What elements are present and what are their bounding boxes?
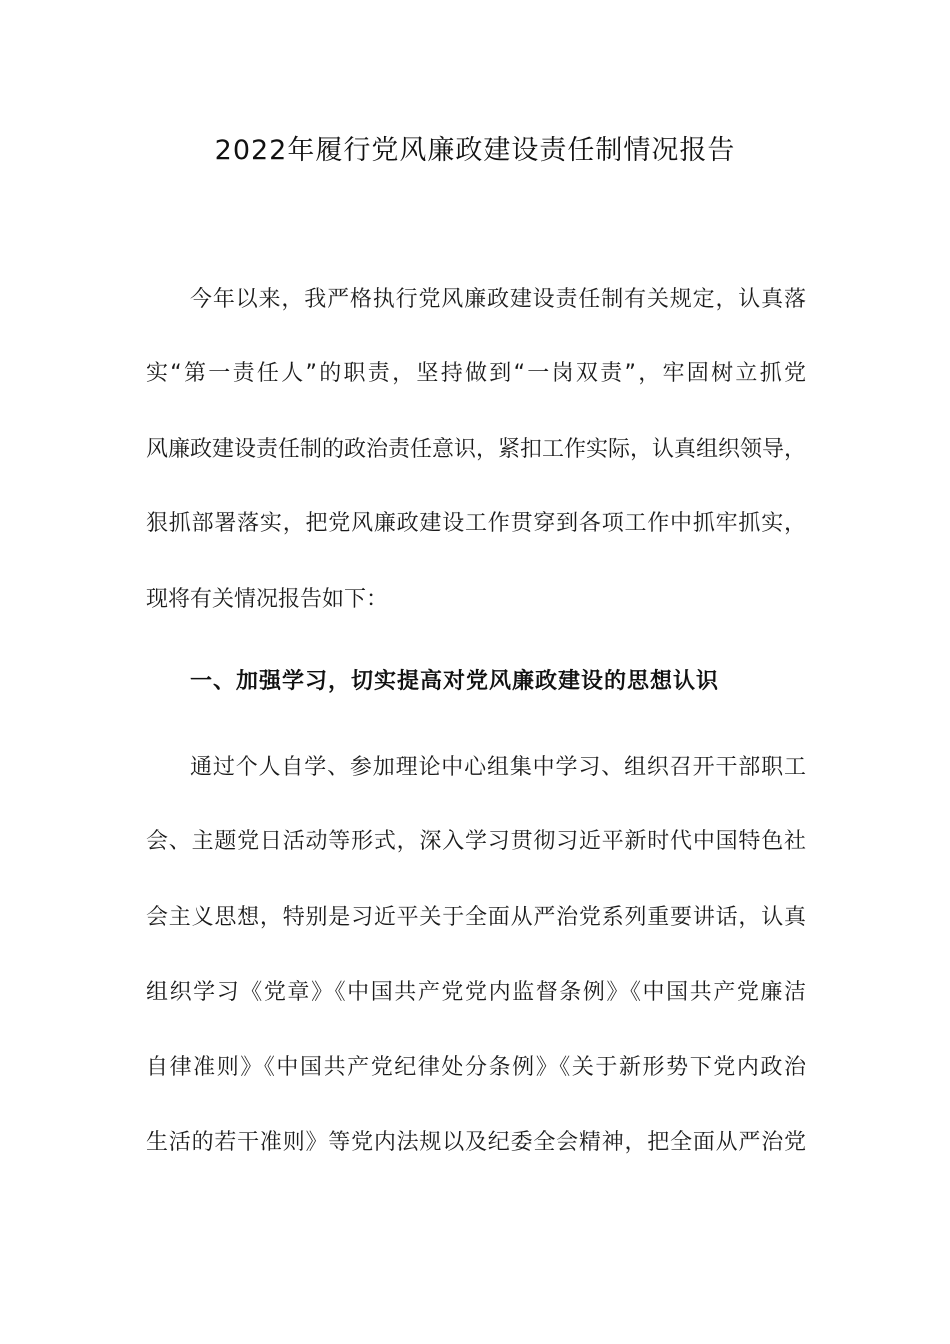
paragraph-line: 通过个人自学、参加理论中心组集中学习、组织召开干部职工 <box>190 755 806 780</box>
paragraph-line: 今年以来，我严格执行党风廉政建设责任制有关规定，认真落 <box>190 287 806 312</box>
document-title: 2022年履行党风廉政建设责任制情况报告 <box>214 135 736 166</box>
paragraph-line: 风廉政建设责任制的政治责任意识，紧扣工作实际，认真组织领导， <box>146 437 807 462</box>
paragraph-line: 自律准则》《中国共产党纪律处分条例》《关于新形势下党内政治 <box>146 1055 806 1080</box>
paragraph-line: 会、主题党日活动等形式，深入学习贯彻习近平新时代中国特色社 <box>146 829 806 854</box>
paragraph-line: 实“第一责任人”的职责，坚持做到“一岗双责”，牢固树立抓党 <box>146 361 806 386</box>
paragraph-line: 现将有关情况报告如下： <box>146 587 389 612</box>
paragraph-line: 狠抓部署落实，把党风廉政建设工作贯穿到各项工作中抓牢抓实， <box>146 511 806 536</box>
paragraph-line: 会主义思想，特别是习近平关于全面从严治党系列重要讲话，认真 <box>146 905 806 930</box>
paragraph-line: 生活的若干准则》等党内法规以及纪委全会精神，把全面从严治党 <box>146 1130 806 1155</box>
section-heading: 一、加强学习，切实提高对党风廉政建设的思想认识 <box>190 669 720 694</box>
paragraph-line: 组织学习《党章》《中国共产党党内监督条例》《中国共产党廉洁 <box>146 980 806 1005</box>
